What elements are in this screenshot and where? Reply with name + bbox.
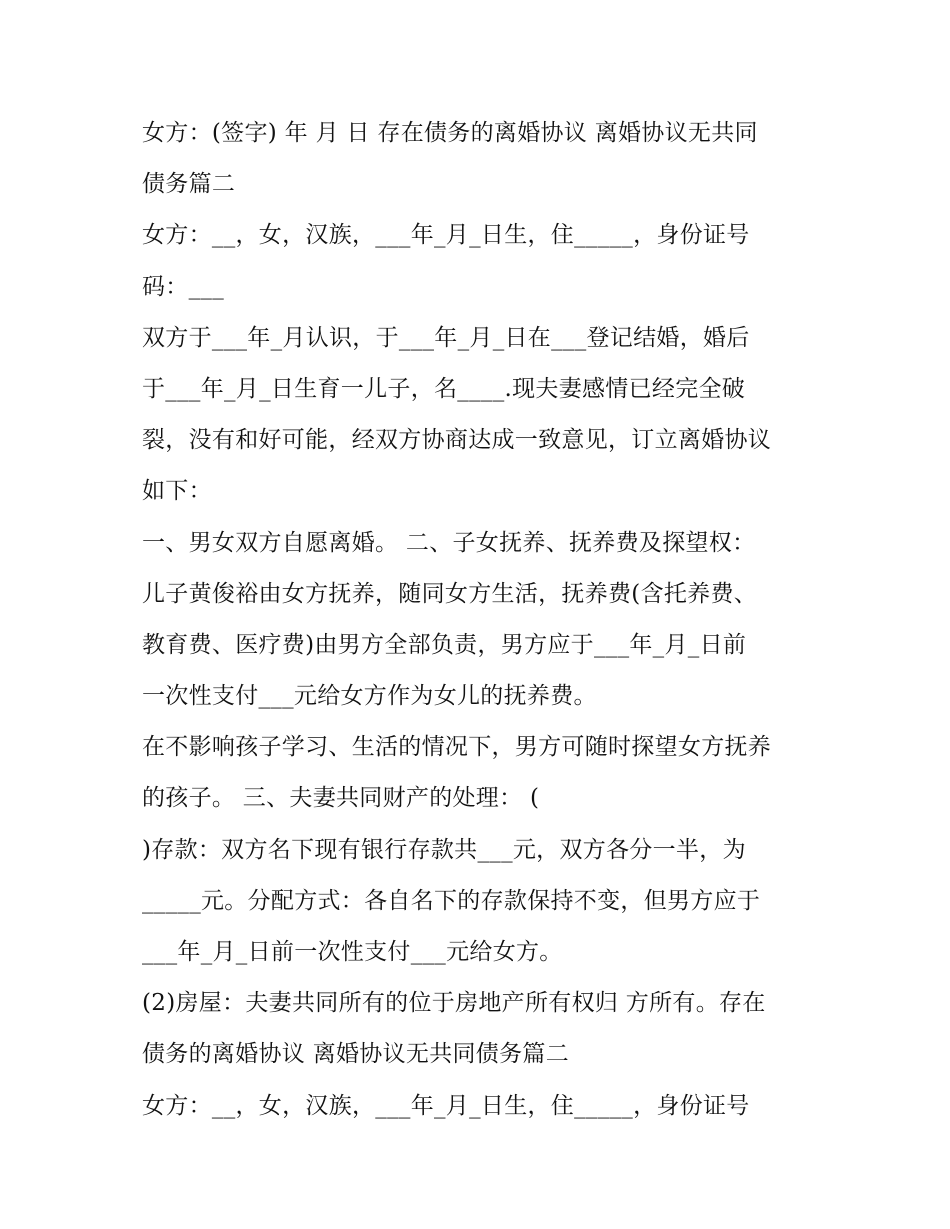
- text-line: 债务篇二: [142, 171, 236, 198]
- text-line: 儿子黄俊裕由女方抚养，随同女方生活，抚养费(含托养费、: [142, 580, 758, 607]
- text-line: ___年_月_日前一次性支付___元给女方。: [142, 939, 563, 965]
- text-line: 债务的离婚协议 离婚协议无共同债务篇二: [142, 1041, 570, 1068]
- text-line: 于___年_月_日生育一儿子，名____.现夫妻感情已经完全破: [142, 375, 746, 402]
- text-line: 在不影响孩子学习、生活的情况下，男方可随时探望女方抚养: [142, 734, 772, 761]
- text-line: 的孩子。 三、夫妻共同财产的处理： (: [142, 785, 540, 812]
- text-line: 一次性支付___元给女方作为女儿的抚养费。: [142, 683, 597, 710]
- text-line: 如下：: [142, 478, 212, 505]
- text-line: 一、男女双方自愿离婚。 二、子女抚养、抚养费及探望权：: [142, 529, 756, 556]
- document-body: [142, 108, 822, 1132]
- text-line: 裂，没有和好可能，经双方协商达成一致意见，订立离婚协议: [142, 427, 772, 454]
- text-line: 双方于___年_月认识，于___年_月_日在___登记结婚，婚后: [142, 324, 750, 351]
- text-line: 码：___: [142, 273, 224, 300]
- text-line: )存款：双方名下现有银行存款共___元，双方各分一半，为: [142, 836, 746, 863]
- text-line: _____元。分配方式：各自名下的存款保持不变，但男方应于: [142, 887, 761, 914]
- text-line: 教育费、医疗费)由男方全部负责，男方应于___年_月_日前: [142, 631, 747, 658]
- text-line: 女方：__，女，汉族，___年_月_日生，住_____，身份证号: [142, 1092, 750, 1119]
- text-line: 女方：(签字) 年 月 日 存在债务的离婚协议 离婚协议无共同: [142, 120, 758, 146]
- text-line: 女方：__，女，汉族，___年_月_日生，住_____，身份证号: [142, 222, 750, 249]
- text-line: (2)房屋：夫妻共同所有的位于房地产所有权归 方所有。存在: [142, 990, 766, 1017]
